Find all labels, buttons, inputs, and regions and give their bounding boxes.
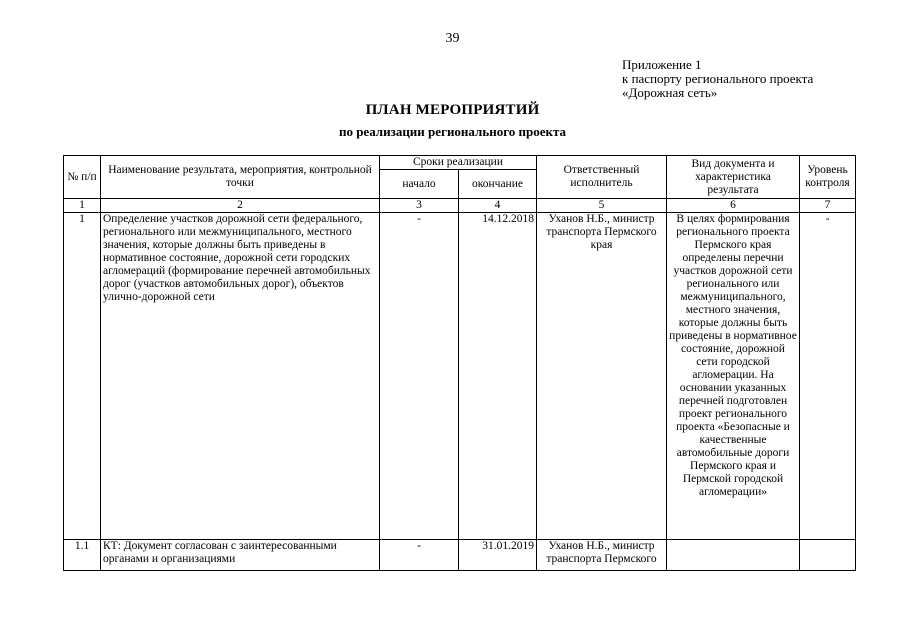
header-start: начало xyxy=(380,170,459,199)
row-control xyxy=(800,540,856,571)
column-number: 7 xyxy=(800,199,856,213)
appendix-line-1: Приложение 1 xyxy=(622,57,702,72)
table-row xyxy=(64,540,856,571)
row-name: Определение участков дорожной сети федерального, регионального или межмуниципального, местного значения, которые должны быть приведены в нормативное состояние, дорожной сети городских агломераций (формирование перечней автомобильных дорог (участков автомобильных дорог), объектов улично-дорожной сети xyxy=(101,213,380,540)
table-header-row xyxy=(64,156,856,170)
row-control: - xyxy=(800,213,856,540)
column-number: 6 xyxy=(667,199,800,213)
table-row xyxy=(64,213,856,540)
appendix-line-3: «Дорожная сеть» xyxy=(622,85,718,100)
document-subtitle: по реализации регионального проекта xyxy=(338,124,567,139)
appendix-note xyxy=(622,58,813,100)
row-start: - xyxy=(380,213,459,540)
row-start: - xyxy=(380,540,459,571)
column-number: 4 xyxy=(459,199,537,213)
header-num: № п/п xyxy=(64,156,101,199)
header-responsible: Ответственный исполнитель xyxy=(537,156,667,199)
row-end: 14.12.2018 xyxy=(459,213,537,540)
column-number-row xyxy=(64,199,856,213)
page-number: 39 xyxy=(445,31,460,46)
row-num: 1 xyxy=(64,213,101,540)
column-number: 5 xyxy=(537,199,667,213)
row-doc-type: В целях формирования регионального проекта Пермского края определены перечни участков дорожной сети регионального или межмуниципального, местного значения, которые должны быть приведены в нормативное состояние, дорожной сети городской агломерации. На основании указанных перечней подготовлен проект регионального проекта «Безопасные и качественные автомобильные дороги Пермского края и Пермской городской агломерации» xyxy=(667,213,800,540)
row-doc-type xyxy=(667,540,800,571)
column-number: 1 xyxy=(64,199,101,213)
row-responsible: Уханов Н.Б., министр транспорта Пермского xyxy=(537,540,667,571)
plan-table xyxy=(63,155,856,571)
header-name: Наименование результата, мероприятия, контрольной точки xyxy=(101,156,380,199)
header-end: окончание xyxy=(459,170,537,199)
column-number: 2 xyxy=(101,199,380,213)
row-name: КТ: Документ согласован с заинтересованными органами и организациями xyxy=(101,540,380,571)
appendix-line-2: к паспорту регионального проекта xyxy=(622,71,814,86)
document-title: ПЛАН МЕРОПРИЯТИЙ xyxy=(365,102,540,118)
row-end: 31.01.2019 xyxy=(459,540,537,571)
row-responsible: Уханов Н.Б., министр транспорта Пермского края xyxy=(537,213,667,540)
column-number: 3 xyxy=(380,199,459,213)
header-doc-type: Вид документа и характеристика результата xyxy=(667,156,800,199)
row-num: 1.1 xyxy=(64,540,101,571)
header-terms: Сроки реализации xyxy=(380,156,537,170)
header-control: Уровень контроля xyxy=(800,156,856,199)
